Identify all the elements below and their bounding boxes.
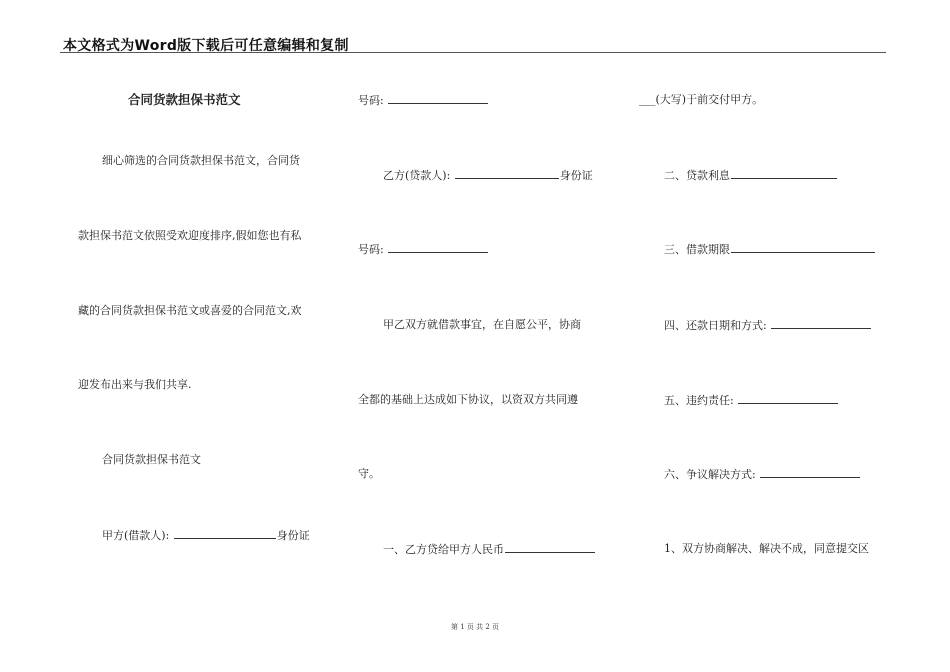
party-a-label: 甲方(借款人):: [102, 529, 173, 542]
term-line: [664, 242, 876, 257]
section-subtitle: 合同货款担保书范文: [102, 453, 201, 466]
paragraph-line: 甲乙双方就借款事宜，在自愿公平，协商: [383, 318, 581, 331]
id-number-blank: [388, 93, 488, 104]
paragraph-line: 细心筛选的合同货款担保书范文，合同货: [102, 154, 300, 167]
party-b-blank: [455, 168, 559, 179]
paragraph-line: 守。: [358, 467, 380, 480]
party-a-blank: [174, 528, 276, 539]
party-b-label: 乙方(贷款人):: [383, 169, 454, 182]
term-label: 三、借款期限: [664, 243, 730, 256]
paragraph-line: 款担保书范文依照受欢迎度排序,假如您也有私: [78, 229, 302, 242]
party-a-line: [102, 528, 310, 543]
loan-amount-label: 一、乙方贷给甲方人民币: [383, 543, 504, 556]
paragraph-line: 全都的基础上达成如下协议，以资双方共同遵: [358, 393, 578, 406]
paragraph-line: ___(大写)于前交付甲方。: [639, 93, 764, 106]
interest-label: 二、贷款利息: [664, 169, 730, 182]
paragraph-line: 藏的合同货款担保书范文或喜爱的合同范文,欢: [78, 304, 302, 317]
document-header: 本文格式为Word版下载后可任意编辑和复制: [63, 38, 349, 54]
liability-blank: [738, 393, 838, 404]
id-number-line: [358, 242, 489, 257]
repayment-line: [664, 318, 872, 333]
paragraph-line: 迎发布出来与我们共享.: [78, 378, 192, 391]
id-number-label: 号码:: [358, 94, 388, 107]
id-number-label: 号码:: [358, 243, 388, 256]
dispute-line: [664, 467, 861, 482]
dispute-label: 六、争议解决方式:: [664, 468, 760, 481]
id-card-label: 身份证: [276, 529, 310, 542]
paragraph-line: 1、双方协商解决、解决不成，同意提交区: [664, 542, 869, 555]
loan-amount-line: [383, 542, 596, 557]
id-card-label: 身份证: [559, 169, 593, 182]
loan-amount-blank: [505, 542, 595, 553]
header-divider: [60, 52, 886, 53]
party-b-line: [383, 168, 593, 183]
repayment-blank: [771, 318, 871, 329]
id-number-blank: [388, 242, 488, 253]
id-number-line: [358, 93, 489, 108]
dispute-blank: [760, 467, 860, 478]
interest-blank: [731, 168, 837, 179]
repayment-label: 四、还款日期和方式:: [664, 319, 771, 332]
document-title: 合同货款担保书范文: [128, 92, 241, 107]
liability-line: [664, 393, 839, 408]
term-blank: [731, 242, 875, 253]
page-number: 第 1 页 共 2 页: [450, 623, 500, 631]
interest-line: [664, 168, 838, 183]
liability-label: 五、违约责任:: [664, 394, 738, 407]
